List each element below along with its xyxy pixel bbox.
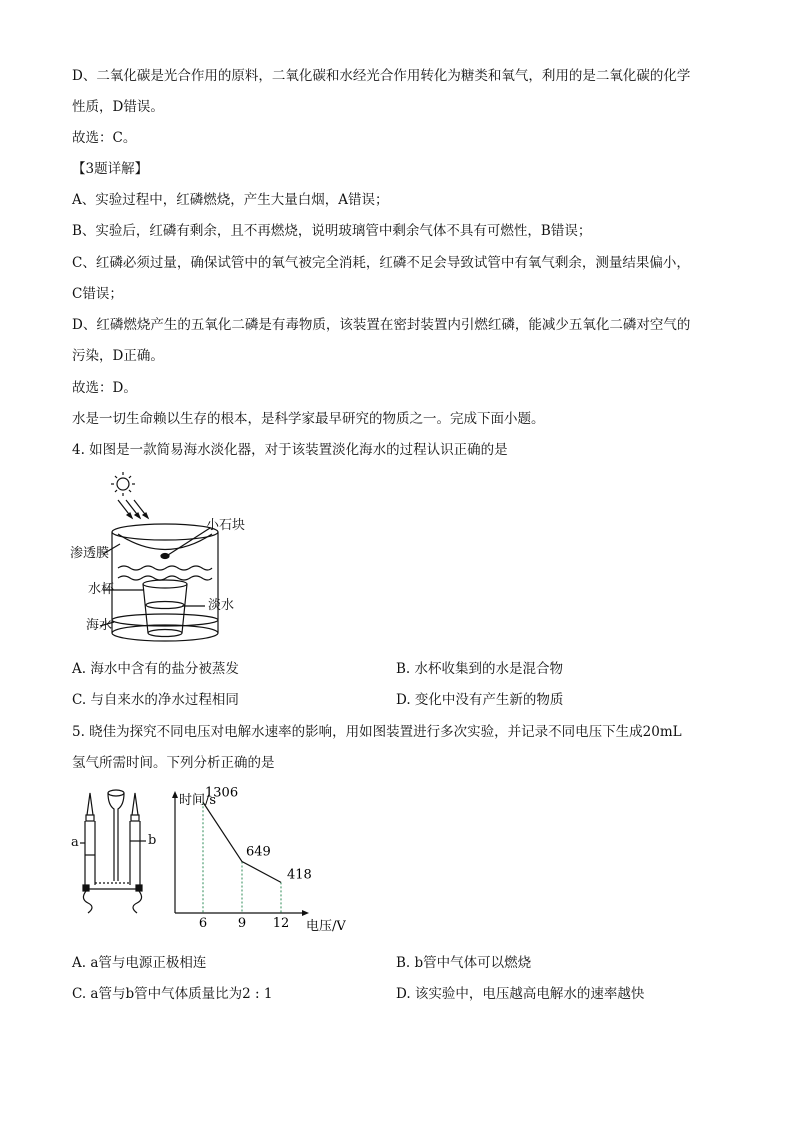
tube-a-label: a (71, 835, 79, 850)
q4-option-a[interactable]: A. 海水中含有的盐分被蒸发 (72, 661, 239, 677)
sunlight-arrows-icon (118, 500, 148, 518)
label-membrane: 渗透膜 (70, 546, 110, 561)
paragraph-line: C错误； (72, 286, 123, 302)
chart-svg (165, 785, 365, 935)
q5-option-a[interactable]: A. a管与电源正极相连 (72, 955, 207, 971)
section-heading: 【3题详解】 (72, 161, 149, 177)
y-axis-label: 时间/s (179, 793, 217, 808)
data-label: 649 (246, 844, 271, 860)
label-cup: 水杯 (88, 582, 115, 597)
x-axis-label: 电压/V (306, 919, 346, 934)
label-stone: 小石块 (206, 518, 246, 533)
q4-option-d[interactable]: D. 变化中没有产生新的物质 (396, 692, 564, 708)
x-axis-arrow-icon (302, 910, 309, 916)
paragraph-line: B、实验后，红磷有剩余，且不再燃烧，说明玻璃管中剩余气体不具有可燃性，B错误； (72, 223, 592, 239)
q5-option-d[interactable]: D. 该实验中，电压越高电解水的速率越快 (396, 986, 645, 1002)
q5-option-b[interactable]: B. b管中气体可以燃烧 (396, 955, 532, 971)
paragraph-line: C、红磷必须过量，确保试管中的氧气被完全消耗，红磷不足会导致试管中有氧气剩余，测量结果偏小， (72, 255, 690, 271)
data-label: 1306 (205, 785, 239, 801)
voltage-time-chart (165, 785, 365, 935)
paragraph-line: 故选：C。 (72, 130, 137, 146)
paragraph-line: 故选：D。 (72, 380, 137, 396)
paragraph-line: A、实验过程中，红磷燃烧，产生大量白烟，A错误； (72, 192, 389, 208)
x-tick-label: 6 (198, 916, 208, 931)
label-sea-water: 海水 (86, 618, 113, 633)
q4-option-b[interactable]: B. 水杯收集到的水是混合物 (396, 661, 564, 677)
desalinator-figure (70, 470, 270, 655)
paragraph-line: 性质，D错误。 (72, 99, 164, 115)
container-icon (100, 524, 218, 641)
paragraph-line: 污染，D正确。 (72, 348, 164, 364)
question-5-stem: 5. 晓佳为探究不同电压对电解水速率的影响，用如图装置进行多次实验，并记录不同电压下生成20mL (72, 724, 682, 740)
x-tick-label: 9 (237, 916, 247, 931)
electrolysis-apparatus (70, 785, 170, 925)
y-axis-arrow-icon (172, 791, 178, 798)
x-tick-label: 12 (272, 916, 290, 931)
question-5-stem: 氢气所需时间。下列分析正确的是 (72, 755, 275, 771)
data-label: 418 (287, 867, 312, 883)
paragraph-line: 水是一切生命赖以生存的根本，是科学家最早研究的物质之一。完成下面小题。 (72, 411, 545, 427)
paragraph-line: D、红磷燃烧产生的五氧化二磷是有毒物质，该装置在密封装置内引燃红磷，能减少五氧化二磷对空气的 (72, 317, 691, 333)
q4-option-c[interactable]: C. 与自来水的净水过程相同 (72, 692, 239, 708)
q5-option-c[interactable]: C. a管与b管中气体质量比为2 : 1 (72, 986, 273, 1002)
paragraph-line: D、二氧化碳是光合作用的原料，二氧化碳和水经光合作用转化为糖类和氧气，利用的是二氧化碳的化学 (72, 68, 691, 84)
sun-icon (111, 472, 135, 496)
electrolysis-drawing (70, 785, 170, 925)
tube-b-label: b (148, 833, 157, 848)
question-4-stem: 4. 如图是一款简易海水淡化器，对于该装置淡化海水的过程认识正确的是 (72, 442, 508, 458)
label-fresh-water: 淡水 (208, 598, 235, 613)
